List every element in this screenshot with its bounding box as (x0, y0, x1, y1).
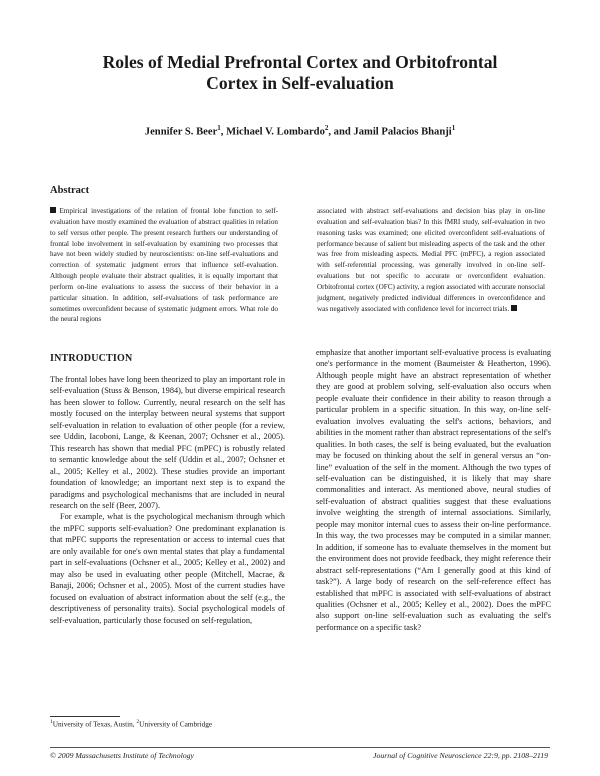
author-name: Jamil Palacios Bhanji (353, 126, 452, 138)
footnote-affiliation: University of Cambridge (139, 719, 213, 729)
author-affiliation-mark: 2 (324, 124, 329, 132)
abstract-text-left: Empirical investigations of the relation of frontal lobe function to self-evaluation have mostly examined the evaluation of abstract qualities in relation to self versus other people. The present research furthers our understanding of frontal lobe involvement in self-evaluation by examining two processes that have not been widely studied by neuroscientists: on-line self-evaluations and correction of systematic judgment errors that influence self-evaluation. Although people evaluate their abstract qualities, it is equally important that perform on-line evaluations to assess the success of their behavior in a particular situation. In addition, self-evaluations of task performance are sometimes overconfident because of systematic judgment errors. What role do the neural regions (50, 207, 278, 324)
abstract-left-column (50, 206, 278, 325)
author-name: Michael V. Lombardo (226, 126, 325, 138)
abstract-text-right: associated with abstract self-evaluations and decision bias play in on-line evaluation and self-evaluation bias? In this fMRI study, self-evaluation in two reasoning tasks was examined; one elicited overconfident self-evaluations of performance because of salient but misleading aspects of the task and the other was free from misleading aspects. Medial PFC (mPFC), a region associated with self-referential processing, was generally involved in on-line self-evaluations but not specific to accurate or overconfident evaluation. Orbitofrontal cortex (OFC) activity, a region associated with accurate nonsocial judgment, negatively predicted individual differences in overconfidence and was negatively associated with confidence level for incorrect trials. (317, 207, 545, 313)
body-paragraph: The frontal lobes have long been theorized to play an important role in self-evaluation (Stuss & Benson, 1984), but diverse empirical research has been slower to follow. Currently, neural research on the self has mostly focused on the interplay between neural systems that support self-evaluation in relation to evaluation of other people (for a review, see Uddin, Iacoboni, Lange, & Keenan, 2007; Ochsner et al., 2005). This research has shown that medial PFC (mPFC) is robustly related to semantic knowledge about the self (Uddin et al., 2007; Ochsner et al., 2005; Kelley et al., 2002). These studies provide an important foundation of knowledge; an important next step is to expand the paradigms and psychological mechanisms that are included in neural research on the self (Beer, 2007). (50, 375, 285, 510)
body-left-column (50, 374, 285, 626)
footnote-divider (50, 716, 120, 717)
abstract-start-marker-icon (50, 207, 56, 213)
author-affiliation-mark: 1 (451, 124, 456, 132)
footnote-mark: 2 (136, 719, 140, 725)
title-line-2: Cortex in Self-evaluation (206, 73, 394, 93)
affiliation-footnote (50, 719, 212, 728)
body-paragraph: For example, what is the psychological mechanism through which the mPFC supports self-evaluation? One predominant explanation is that mPFC supports the representation or access to internal cues that are only available for one's own mental states that play a fundamental part in self-evaluations (Ochsner et al., 2005; Kelley et al., 2002) and may also be used in evaluating other people (Mitchell, Macrae, & Banaji, 2006; Ochsner et al., 2005). Most of the current studies have focused on evaluation of abstract information about the self (e.g., the descriptiveness of personality traits). Social psychological models of self-evaluation, particularly those focused on self-regulation, (50, 512, 285, 625)
author-separator: , (220, 126, 227, 138)
page-footer-divider (50, 747, 550, 748)
abstract-right-column (317, 206, 545, 314)
body-right-column (316, 347, 551, 633)
author-name: Jennifer S. Beer (144, 126, 218, 138)
abstract-end-marker-icon (511, 305, 517, 311)
journal-citation: Journal of Cognitive Neuroscience 22:9, pp. 2108–2119 (373, 751, 548, 760)
author-affiliation-mark: 1 (217, 124, 221, 132)
footnote-affiliation: University of Texas, Austin, (52, 719, 137, 729)
introduction-heading: INTRODUCTION (50, 353, 133, 364)
body-paragraph: emphasize that another important self-evaluative process is evaluating one's performance in the moment (Baumeister & Heatherton, 1996). Although people might have an abstract representation of whether they are good at problem solving, self-evaluation also occurs when people evaluate their confidence in their ability to reason through a particular problem in a specific situation. In this way, on-line self-evaluation involves evaluating the self's actions, behaviors, and abilities in the moment rather than abstract representations of the self's qualities. In both cases, the self is being evaluated, but the evaluation may be focused on thinking about the self in general versus an “on-line” evaluation of the self in the moment. Although the two types of self-evaluation can be distinguished, it is likely that may share commonalities and interact. As mentioned above, neural studies of self-evaluation of abstract qualities suggest that these evaluations involve weighting the strength of internal associations. Similarly, people may monitor internal cues to assess their on-line performance. In this way, the two processes may be computed in a similar manner. In addition, if someone has to evaluate themselves in the moment but the environment does not provide feedback, they might reference their abstract self-representations (“Am I generally good at this kind of task?”). A large body of research on the self-reference effect has established that mPFC is associated with self-evaluations of abstract qualities (Ochsner et al., 2005; Kelley et al., 2002). Does the mPFC also support on-line self-evaluation such as evaluating the self's performance on a specific task? (316, 348, 551, 632)
abstract-heading: Abstract (50, 185, 90, 196)
author-separator: , and (328, 126, 354, 138)
author-list (40, 124, 560, 138)
paper-title (40, 52, 560, 94)
copyright-notice: © 2009 Massachusetts Institute of Technology (50, 751, 195, 760)
footnote-mark: 1 (50, 719, 53, 725)
title-line-1: Roles of Medial Prefrontal Cortex and Orbitofrontal (102, 52, 498, 72)
